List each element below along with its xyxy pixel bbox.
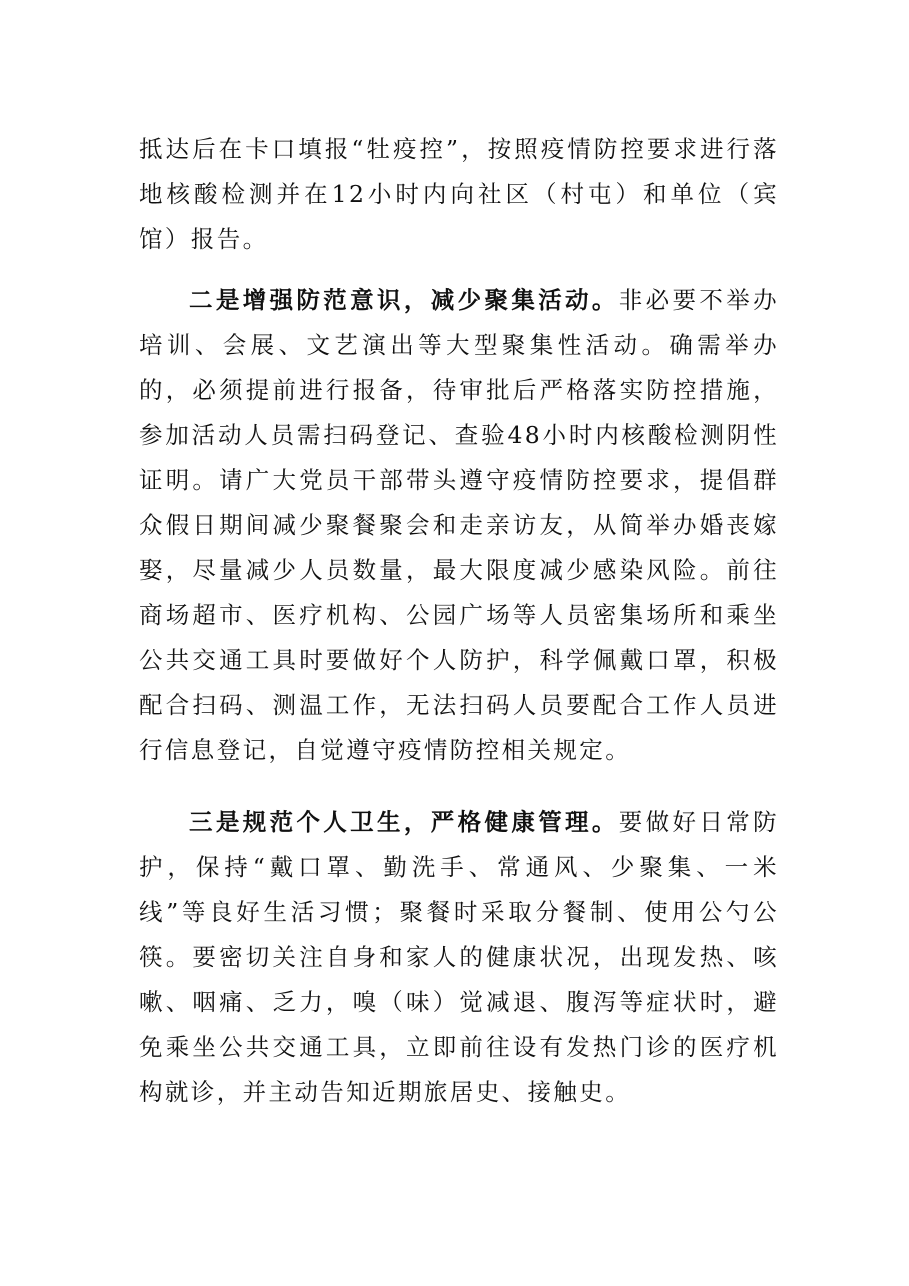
paragraph-two <box>139 278 779 773</box>
paragraph-3 <box>139 800 779 1115</box>
paragraph-3-body: 要做好日常防护，保持“戴口罩、勤洗手、常通风、少聚集、一米线”等良好生活习惯；聚餐时采取分餐制、使用公勺公筷。要密切关注自身和家人的健康状况，出现发热、咳嗽、咽痛、乏力，嗅（味）觉减退、腹泻等症状时，避免乘坐公共交通工具，立即前往设有发热门诊的医疗机构就诊，并主动告知近期旅居史、接触史。 <box>139 808 779 1106</box>
paragraph-1 <box>139 127 779 262</box>
paragraph-continuation <box>139 127 779 262</box>
paragraph-2-body: 非必要不举办培训、会展、文艺演出等大型聚集性活动。确需举办的，必须提前进行报备，待审批后严格落实防控措施，参加活动人员需扫码登记、查验48小时内核酸检测阴性证明。请广大党员干部带头遵守疫情防控要求，提倡群众假日期间减少聚餐聚会和走亲访友，从简举办婚丧嫁娶，尽量减少人员数量，最大限度减少感染风险。前往商场超市、医疗机构、公园广场等人员密集场所和乘坐公共交通工具时要做好个人防护，科学佩戴口罩，积极配合扫码、测温工作，无法扫码人员要配合工作人员进行信息登记，自觉遵守疫情防控相关规定。 <box>139 286 779 764</box>
paragraph-2-lead: 二是增强防范意识，减少聚集活动。 <box>189 286 619 314</box>
paragraph-1-body: 抵达后在卡口填报“牡疫控”，按照疫情防控要求进行落地核酸检测并在12小时内向社区（村屯）和单位（宾馆）报告。 <box>139 135 779 253</box>
paragraph-2 <box>139 278 779 773</box>
paragraph-3-lead: 三是规范个人卫生，严格健康管理。 <box>189 808 619 836</box>
paragraph-three <box>139 800 779 1115</box>
